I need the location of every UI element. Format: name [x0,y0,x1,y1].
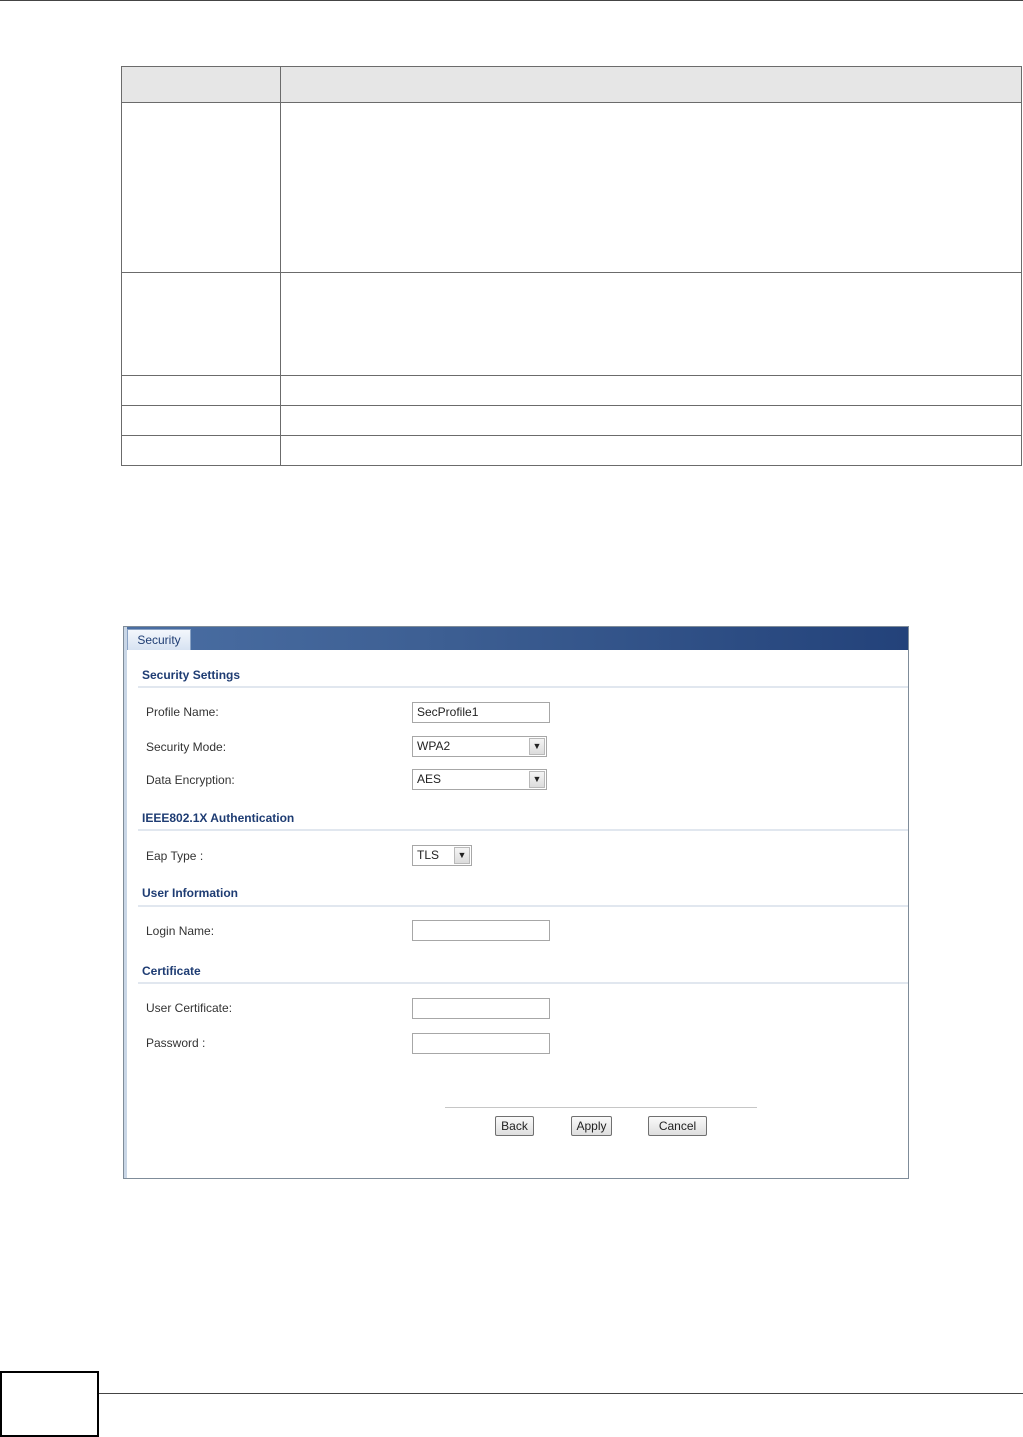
chevron-down-icon[interactable]: ▼ [529,738,545,755]
table-row [122,273,1022,376]
table-cell [122,436,281,466]
data-encryption-label: Data Encryption: [146,773,235,787]
eap-type-select[interactable] [412,845,472,866]
profile-name-input[interactable]: SecProfile1 [412,702,550,723]
apply-button[interactable]: Apply [571,1116,612,1136]
password-label: Password : [146,1036,206,1050]
table-header-cell [122,67,281,103]
data-encryption-select[interactable] [412,769,547,790]
eap-type-label: Eap Type : [146,849,204,863]
section-certificate: Certificate [142,964,201,978]
profile-name-label: Profile Name: [146,705,219,719]
table-row [122,376,1022,406]
table-cell [281,273,1022,376]
tab-bar [124,627,908,650]
section-divider [138,982,908,984]
panel-left-stripe [124,627,127,1178]
user-certificate-input[interactable] [412,998,550,1019]
data-encryption-value: AES [417,772,442,786]
table-cell [122,406,281,436]
table-cell [122,376,281,406]
security-mode-select[interactable] [412,736,547,757]
chevron-down-icon[interactable]: ▼ [529,771,545,788]
back-button[interactable]: Back [495,1116,534,1136]
eap-type-value: TLS [417,848,440,862]
user-certificate-label: User Certificate: [146,1001,233,1015]
table-header-cell [281,67,1022,103]
tab-security[interactable]: Security [127,629,191,650]
button-divider [445,1107,757,1108]
description-table [121,66,1022,466]
login-name-label: Login Name: [146,924,215,938]
password-input[interactable] [412,1033,550,1054]
section-user-information: User Information [142,886,239,900]
section-divider [138,686,908,688]
table-cell [122,273,281,376]
header-rule [0,0,1023,1]
footer-rule [99,1393,1023,1394]
section-divider [138,905,908,907]
table-cell [281,406,1022,436]
section-ieee-authentication: IEEE802.1X Authentication [142,811,295,825]
cancel-button[interactable]: Cancel [648,1116,707,1136]
table-cell [281,103,1022,273]
table-header-row [122,67,1022,103]
table-row [122,436,1022,466]
table-row [122,406,1022,436]
section-security-settings: Security Settings [142,668,241,682]
table-cell [281,436,1022,466]
page-number-box [0,1371,99,1437]
table-cell [281,376,1022,406]
login-name-input[interactable] [412,920,550,941]
security-mode-label: Security Mode: [146,740,227,754]
chevron-down-icon[interactable]: ▼ [454,847,470,864]
table-row [122,103,1022,273]
security-screenshot-panel [123,626,909,1179]
table-cell [122,103,281,273]
security-mode-value: WPA2 [417,739,451,753]
section-divider [138,829,908,831]
